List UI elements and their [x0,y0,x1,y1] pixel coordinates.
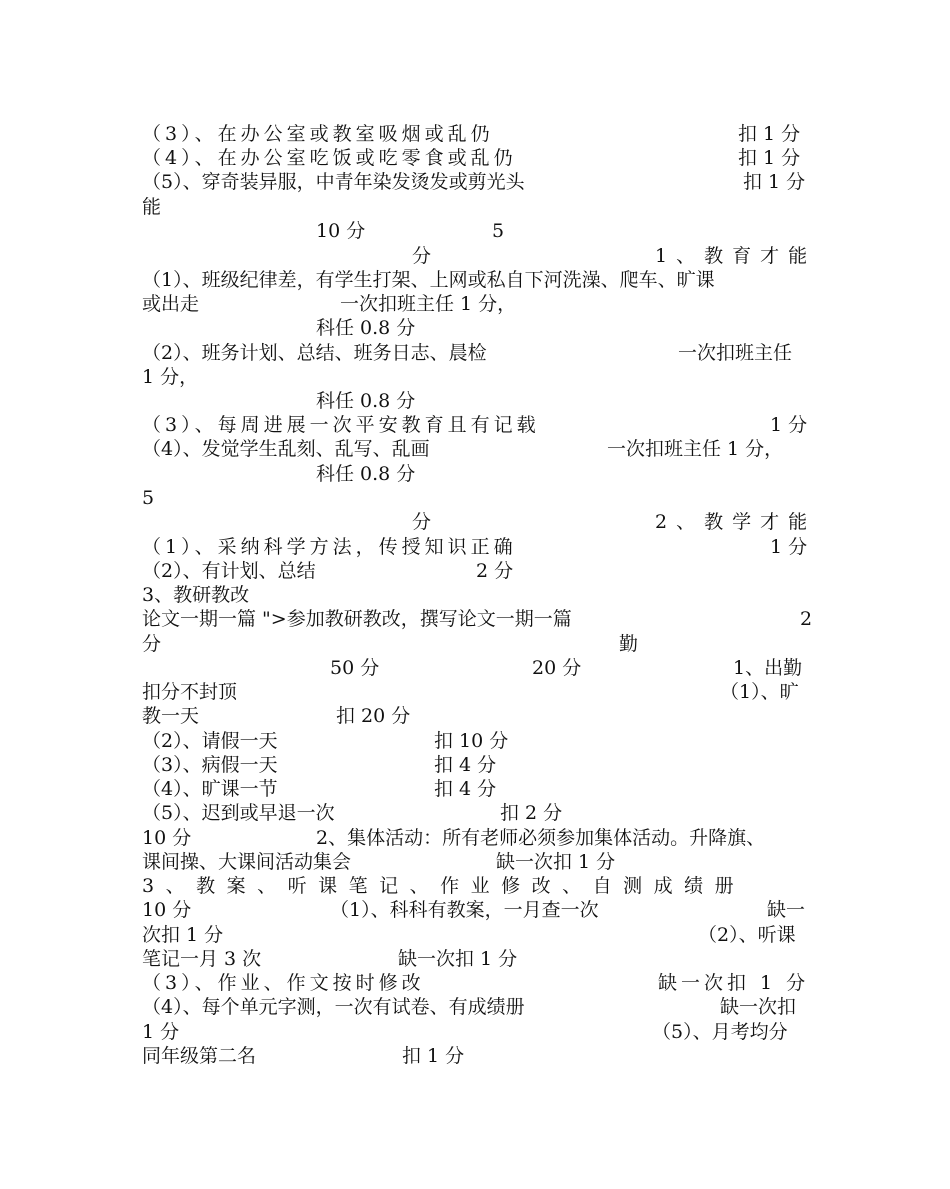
rule-line: （3）、作业、作文按时修改 [142,972,425,994]
rule-line: （1）、班级纪律差，有学生打架、上网或私自下河洗澡、爬车、旷课 [142,269,715,291]
rule-line: 论文一期一篇 ">参加教研教改，撰写论文一期一篇 [142,608,572,630]
rule-deduction: 扣 1 分 [738,123,801,145]
category-score: 50 分 [330,657,380,679]
rule-deduction: 扣 2 分 [500,802,563,824]
rule-line: （3）、在办公室或教室吸烟或乱仍 [142,123,494,145]
rule-line: （3）、病假一天 [142,754,278,776]
rule-deduction: 一次扣班主任 [678,342,793,364]
rule-line: 教一天 [142,705,200,727]
rule-line: 课间操、大课间活动集会 [142,851,352,873]
category-score: 10 分 [316,220,366,242]
rule-deduction: 缺一次扣 1 分 [496,851,616,873]
rule-line: （2）、听课 [698,924,796,946]
category-fragment: 能 [142,196,162,218]
rule-line: （1）、采纳科学方法，传授知识正确 [142,536,517,558]
rule-line: （1）、科科有教案，一月查一次 [330,899,599,921]
rule-deduction: 扣 1 分 [743,171,806,193]
rule-deduction: 分 [142,633,162,655]
rule-deduction: 1 分 [142,1021,180,1043]
item-score-unit: 分 [412,245,432,267]
rule-deduction: 扣 1 分 [738,147,801,169]
item-score: 5 [142,487,155,509]
rule-deduction: 缺一 [767,899,806,921]
section-heading: 3、教研教改 [142,584,250,606]
rule-note: 扣分不封顶 [142,681,238,703]
rule-line: （1）、旷 [720,681,799,703]
rule-deduction: 扣 20 分 [336,705,411,727]
rule-deduction: 1 分， [142,366,199,388]
section-heading: 3、教案、听课笔记、作业修改、自测成绩册 [142,875,746,897]
rule-line: （2）、班务计划、总结、班务日志、晨检 [142,342,487,364]
rule-line: （4）、在办公室吃饭或吃零食或乱仍 [142,147,517,169]
item-score: 10 分 [142,899,192,921]
rule-line: 同年级第二名 [142,1045,257,1067]
rule-deduction: 扣 4 分 [434,754,497,776]
rule-deduction: 次扣 1 分 [142,924,224,946]
rule-deduction: 1 分 [770,414,808,436]
section-heading: 2、集体活动：所有老师必须参加集体活动。升降旗、 [316,827,766,849]
rule-deduction: 缺一次扣 1 分 [398,948,518,970]
rule-deduction: 科任 0.8 分 [316,463,416,485]
rule-line: （5）、月考均分 [652,1021,788,1043]
category-fragment: 勤 [619,633,639,655]
rule-deduction: 扣 4 分 [434,778,497,800]
rule-deduction: 一次扣班主任 1 分， [607,438,784,460]
rule-deduction: 缺一次扣 [720,996,797,1018]
item-score-unit: 分 [412,511,432,533]
rule-deduction: 1 分 [770,536,808,558]
rule-line: （5）、迟到或早退一次 [142,802,335,824]
rule-deduction: 扣 10 分 [434,730,509,752]
rule-deduction: 2 分 [476,560,514,582]
rule-deduction: 一次扣班主任 1 分， [340,293,517,315]
rule-deduction: 科任 0.8 分 [316,390,416,412]
rule-line: 笔记一月 3 次 [142,948,262,970]
rule-deduction: 2 [800,608,813,630]
rule-deduction: 缺一次扣 1 分 [658,972,810,994]
rule-line: （4）、发觉学生乱刻、乱写、乱画 [142,438,430,460]
rule-line: （5）、穿奇装异服，中青年染发烫发或剪光头 [142,171,525,193]
rule-deduction: 扣 1 分 [402,1045,465,1067]
rule-line: （3）、每周进展一次平安教育且有记载 [142,414,540,436]
item-score: 20 分 [532,657,582,679]
rule-line: （4）、每个单元字测，一次有试卷、有成绩册 [142,996,525,1018]
item-score: 5 [492,220,505,242]
item-score: 10 分 [142,827,192,849]
rule-line: （2）、有计划、总结 [142,560,316,582]
rule-line: （4）、旷课一节 [142,778,278,800]
rule-line: （2）、请假一天 [142,730,278,752]
section-heading: 1、教育才能 [655,245,817,267]
rule-line: 或出走 [142,293,200,315]
section-heading: 2、教学才能 [655,511,817,533]
rule-deduction: 科任 0.8 分 [316,317,416,339]
section-heading: 1、出勤 [733,657,803,679]
